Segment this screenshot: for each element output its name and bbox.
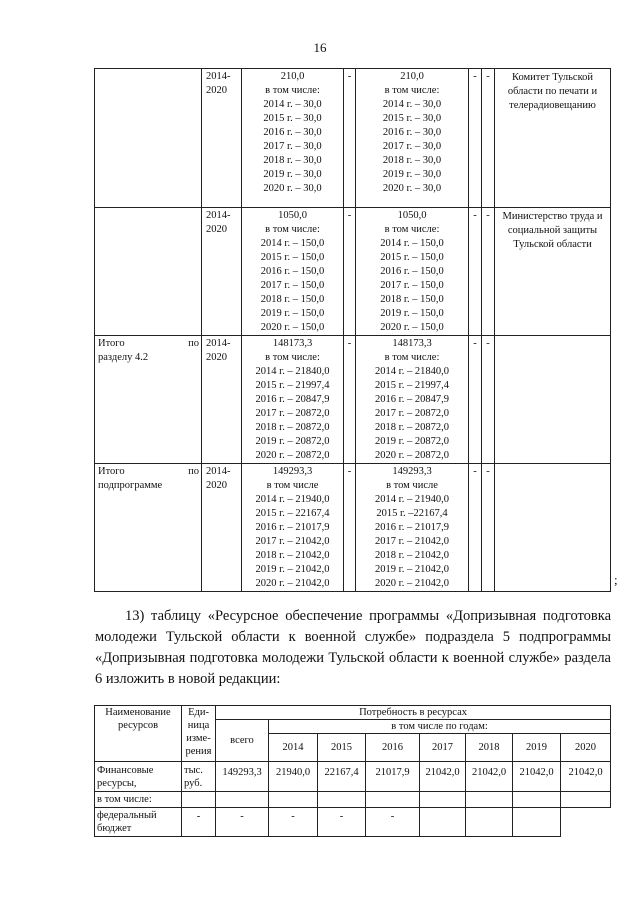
- amount-line: 2016 г. – 20847,9: [375, 394, 449, 405]
- regional-amount-cell: [356, 208, 469, 336]
- dash-cell: -: [482, 69, 495, 208]
- header-year: 2019: [513, 734, 561, 762]
- period-line: 2014-: [206, 210, 231, 221]
- amount-line: в том числе: [386, 480, 438, 491]
- funding-table: [94, 68, 611, 592]
- empty-cell: [513, 792, 561, 808]
- amount-line: 149293,3: [272, 466, 313, 477]
- trailing-semicolon: ;: [614, 572, 618, 587]
- federal-value: -: [318, 808, 366, 837]
- empty-cell: [366, 792, 420, 808]
- header-total: всего: [216, 720, 269, 762]
- amount-line: 2014 г. – 21840,0: [255, 366, 330, 377]
- row-name-line: [98, 465, 199, 479]
- funding-row: [95, 336, 611, 464]
- regional-amount-cell: [356, 69, 469, 208]
- finance-year-value: 21017,9: [366, 762, 420, 792]
- executor-cell: Министерство труда и социальной защиты Тульской области: [495, 208, 611, 336]
- amount-line: 2014 г. – 21940,0: [375, 494, 449, 505]
- federal-value: -: [216, 808, 269, 837]
- amount-line: 2017 г. – 150,0: [260, 280, 325, 291]
- row-name-right: по: [188, 466, 199, 477]
- period-cell: [202, 336, 242, 464]
- amount-line: 2014 г. – 150,0: [380, 238, 444, 249]
- amount-line: 2020 г. – 20872,0: [375, 450, 449, 461]
- amount-line: 2016 г. – 21017,9: [375, 522, 449, 533]
- amount-line: в том числе:: [384, 85, 440, 96]
- executor-cell: [495, 336, 611, 464]
- federal-value: [420, 808, 466, 837]
- amount-line: в том числе:: [384, 224, 440, 235]
- amount-line: 2015 г. – 150,0: [260, 252, 325, 263]
- amount-line: 2015 г. – 21997,4: [375, 380, 449, 391]
- regional-amount-cell: [356, 464, 469, 592]
- dash-cell: -: [469, 69, 482, 208]
- amount-line: в том числе:: [384, 352, 440, 363]
- period-line: 2020: [206, 480, 227, 491]
- period-line: 2020: [206, 224, 227, 235]
- finance-total: 149293,3: [216, 762, 269, 792]
- empty-cell: [561, 792, 611, 808]
- amount-line: 2018 г. – 150,0: [380, 294, 444, 305]
- federal-value: [466, 808, 513, 837]
- finance-year-value: 22167,4: [318, 762, 366, 792]
- amount-line: 2020 г. – 21042,0: [255, 578, 330, 589]
- period-line: 2020: [206, 85, 227, 96]
- total-amount-cell: [242, 464, 344, 592]
- empty-cell: [269, 792, 318, 808]
- amount-line: 2019 г. – 150,0: [260, 308, 325, 319]
- amount-line: 2019 г. – 150,0: [380, 308, 444, 319]
- amount-line: 2018 г. – 20872,0: [375, 422, 449, 433]
- amount-line: в том числе:: [265, 224, 320, 235]
- federal-value: -: [269, 808, 318, 837]
- total-amount-cell: [242, 208, 344, 336]
- amount-line: 2018 г. – 20872,0: [255, 422, 330, 433]
- dash-cell: -: [469, 208, 482, 336]
- row-name-cell: [95, 208, 202, 336]
- header-year: 2014: [269, 734, 318, 762]
- dash-cell: -: [344, 464, 356, 592]
- amount-line: 2014 г. – 21840,0: [375, 366, 449, 377]
- amount-line: 210,0: [280, 71, 305, 82]
- amount-line: 2016 г. – 150,0: [380, 266, 444, 277]
- row-name-cell: [95, 69, 202, 208]
- amount-line: 2019 г. – 30,0: [382, 169, 442, 180]
- amount-line: 1050,0: [397, 210, 427, 221]
- regional-amount-cell: [356, 336, 469, 464]
- header-by-years: в том числе по годам:: [269, 720, 611, 734]
- total-amount-cell: [242, 69, 344, 208]
- amount-line: 148173,3: [272, 338, 313, 349]
- including-label: в том числе:: [95, 792, 182, 808]
- executor-cell: [495, 464, 611, 592]
- amount-line: 210,0: [400, 71, 424, 82]
- amount-line: 2017 г. – 20872,0: [375, 408, 449, 419]
- amount-line: 2018 г. – 30,0: [263, 155, 322, 166]
- amount-line: 2015 г. –22167,4: [376, 508, 448, 519]
- amount-line: 2017 г. – 21042,0: [375, 536, 449, 547]
- finance-year-value: 21042,0: [561, 762, 611, 792]
- period-line: 2014-: [206, 71, 231, 82]
- amount-line: 2017 г. – 20872,0: [255, 408, 330, 419]
- row-name-left: Итого: [98, 466, 125, 477]
- finance-year-value: 21940,0: [269, 762, 318, 792]
- amount-line: 2019 г. – 21042,0: [375, 564, 449, 575]
- amount-line: 1050,0: [278, 210, 307, 221]
- amount-line: 2019 г. – 20872,0: [375, 436, 449, 447]
- amount-line: 2020 г. – 30,0: [382, 183, 442, 194]
- period-cell: [202, 69, 242, 208]
- amount-line: 2017 г. – 30,0: [263, 141, 322, 152]
- amount-line: в том числе:: [265, 85, 320, 96]
- amount-line: 2020 г. – 20872,0: [255, 450, 330, 461]
- funding-row: [95, 69, 611, 208]
- header-year: 2015: [318, 734, 366, 762]
- header-year: 2017: [420, 734, 466, 762]
- dash-cell: -: [469, 336, 482, 464]
- dash-cell: -: [482, 464, 495, 592]
- header-year: 2016: [366, 734, 420, 762]
- total-amount-cell: [242, 336, 344, 464]
- page-number: 16: [313, 40, 327, 55]
- finance-label: Финансовые ресурсы,: [95, 762, 182, 792]
- header-year: 2020: [561, 734, 611, 762]
- finance-unit: тыс. руб.: [182, 762, 216, 792]
- period-cell: [202, 208, 242, 336]
- amount-line: 2014 г. – 21940,0: [255, 494, 330, 505]
- amount-line: 2016 г. – 21017,9: [255, 522, 330, 533]
- amount-line: 2015 г. – 30,0: [263, 113, 322, 124]
- row-name-line2: разделу 4.2: [98, 352, 149, 363]
- amount-line: 2020 г. – 30,0: [263, 183, 322, 194]
- amount-line: 2019 г. – 30,0: [263, 169, 322, 180]
- executor-cell: Комитет Тульской области по печати и телерадиовещанию: [495, 69, 611, 208]
- amount-line: 2015 г. – 150,0: [380, 252, 444, 263]
- amount-line: 2015 г. – 21997,4: [255, 380, 330, 391]
- empty-cell: [182, 792, 216, 808]
- header-unit: Еди-ница изме-рения: [182, 706, 216, 762]
- federal-value: -: [182, 808, 216, 837]
- amount-line: в том числе: [266, 480, 319, 491]
- amount-line: 2018 г. – 21042,0: [255, 550, 330, 561]
- header-resource-name: Наименование ресурсов: [95, 706, 182, 762]
- amount-line: 2020 г. – 150,0: [260, 322, 325, 333]
- amount-line: 2014 г. – 150,0: [260, 238, 325, 249]
- empty-cell: [318, 792, 366, 808]
- amount-line: 2015 г. – 30,0: [382, 113, 442, 124]
- amount-line: 2019 г. – 21042,0: [255, 564, 330, 575]
- amount-line: 2018 г. – 150,0: [260, 294, 325, 305]
- amount-line: 148173,3: [392, 338, 432, 349]
- period-line: 2014-: [206, 338, 231, 349]
- row-name-cell: [95, 336, 202, 464]
- funding-row: [95, 464, 611, 592]
- amount-line: 2016 г. – 20847,9: [255, 394, 330, 405]
- empty-cell: [466, 792, 513, 808]
- row-name-cell: [95, 464, 202, 592]
- period-line: 2014-: [206, 466, 231, 477]
- dash-cell: -: [344, 336, 356, 464]
- finance-year-value: 21042,0: [466, 762, 513, 792]
- dash-cell: -: [344, 69, 356, 208]
- amount-line: 2016 г. – 30,0: [263, 127, 322, 138]
- empty-cell: [216, 792, 269, 808]
- amount-line: 2019 г. – 20872,0: [255, 436, 330, 447]
- amount-line: 2015 г. – 22167,4: [255, 508, 330, 519]
- row-name-right: по: [188, 338, 199, 349]
- amount-line: 2017 г. – 30,0: [382, 141, 442, 152]
- resource-table: [94, 705, 611, 837]
- row-name-left: Итого: [98, 338, 125, 349]
- period-cell: [202, 464, 242, 592]
- row-name-line: [98, 337, 199, 351]
- amount-line: 149293,3: [392, 466, 432, 477]
- finance-year-value: 21042,0: [513, 762, 561, 792]
- amount-line: в том числе:: [265, 352, 320, 363]
- amount-line: 2018 г. – 21042,0: [375, 550, 449, 561]
- amount-line: 2016 г. – 150,0: [260, 266, 325, 277]
- period-line: 2020: [206, 352, 227, 363]
- dash-cell: -: [469, 464, 482, 592]
- dash-cell: -: [344, 208, 356, 336]
- federal-value: -: [366, 808, 420, 837]
- amount-line: 2016 г. – 30,0: [382, 127, 442, 138]
- federal-budget-label: федеральный бюджет: [95, 808, 182, 837]
- row-name-line2: подпрограмме: [98, 480, 163, 491]
- amount-line: 2017 г. – 21042,0: [255, 536, 330, 547]
- amount-line: 2018 г. – 30,0: [382, 155, 442, 166]
- amount-line: 2020 г. – 150,0: [380, 322, 444, 333]
- funding-row: [95, 208, 611, 336]
- amount-line: 2020 г. – 21042,0: [375, 578, 449, 589]
- federal-value: [513, 808, 561, 837]
- dash-cell: -: [482, 208, 495, 336]
- amendment-paragraph: 13) таблицу «Ресурсное обеспечение программы «Допризывная подготовка молодежи Тульской области к военной службе» подраздела 5 подпрограммы «Допризывная подготовка молодежи Тульской области к военной службе» раздела 6 изложить в новой редакции:: [95, 608, 611, 687]
- finance-year-value: 21042,0: [420, 762, 466, 792]
- header-year: 2018: [466, 734, 513, 762]
- empty-cell: [420, 792, 466, 808]
- amount-line: 2017 г. – 150,0: [380, 280, 444, 291]
- dash-cell: -: [482, 336, 495, 464]
- amount-line: 2014 г. – 30,0: [382, 99, 442, 110]
- header-need: Потребность в ресурсах: [216, 706, 611, 720]
- amount-line: 2014 г. – 30,0: [263, 99, 322, 110]
